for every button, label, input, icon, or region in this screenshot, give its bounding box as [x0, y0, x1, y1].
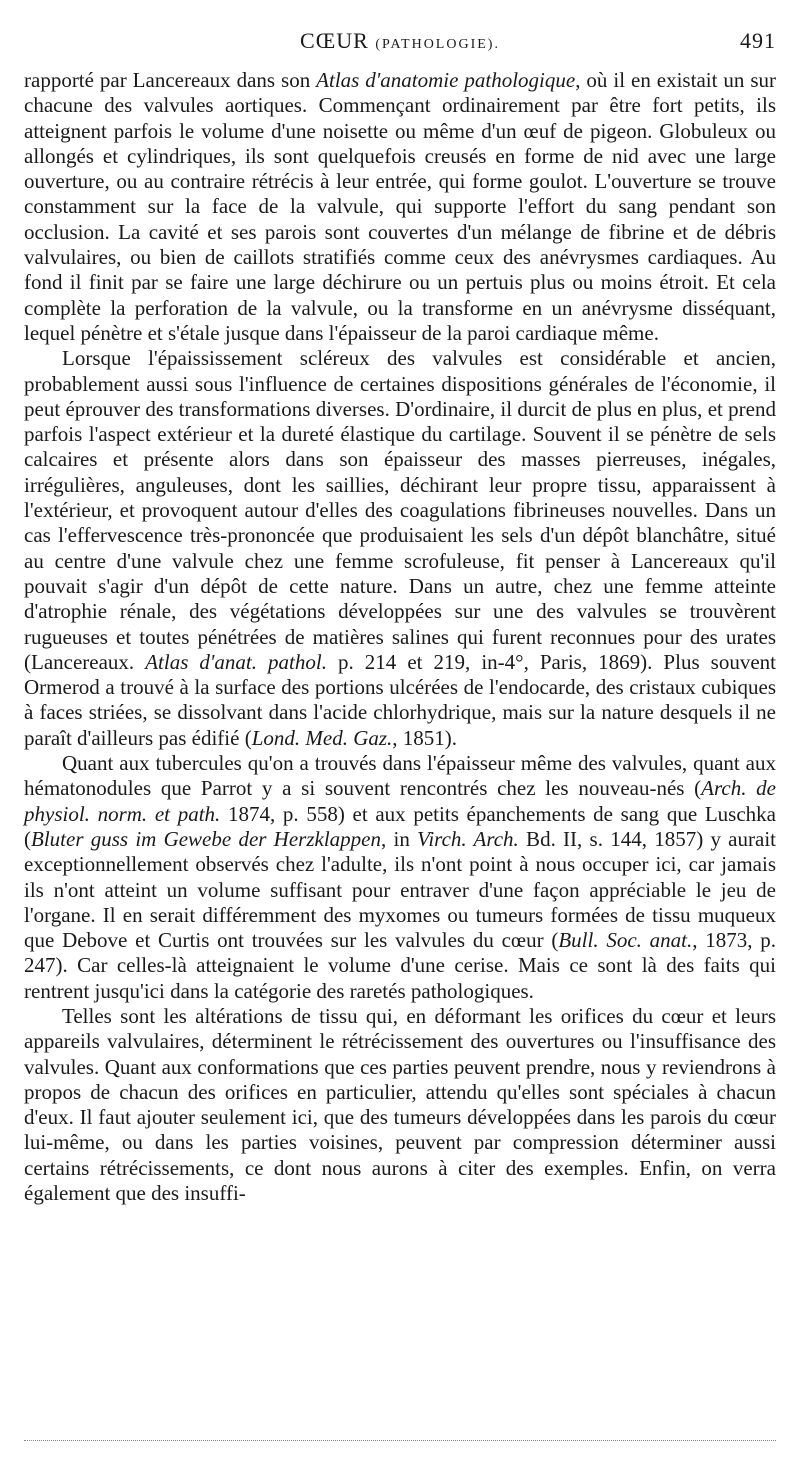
text-run: p. 214 et 219, in-4°, Paris, 1869). Plus souvent Ormerod a trouvé à la surface des portions ulcérées de l'endocarde, des cristaux cubiques à faces striées, se dissolvant dans l'acide chlorhydrique, mais sur la nature desquels il ne paraît d'ailleurs pas édifié (: [24, 649, 776, 750]
citation-italic: Atlas d'anat. pathol.: [145, 649, 327, 674]
running-head: [24, 28, 776, 68]
citation-italic: Atlas d'anatomie pathologique: [316, 68, 576, 92]
citation-italic: Virch. Arch.: [417, 826, 519, 851]
document-page: [24, 28, 776, 1206]
text-run: , 1873, p. 247). Car celles-là atteignaient le volume d'une cerise. Mais ce sont là des faits qui rentrent jusqu'ici dans la catégorie des raretés pathologiques.: [24, 928, 776, 1003]
text-run: rapporté par Lancereaux dans son: [24, 68, 317, 92]
text-run: 1874, p. 558) et aux petits épanchements de sang que Luschka (: [24, 801, 776, 851]
body-text: [24, 68, 776, 1206]
paragraph: [24, 346, 776, 751]
text-run: Telles sont les altérations de tissu qui, en déformant les orifices du cœur et leurs appareils valvulaires, déterminent le rétrécissement des ouvertures ou l'insuffisance des valvules. Quant aux conformations que ces parties peuvent prendre, nous y reviendrons à propos de chacun des orifices en particulier, attendu qu'elles sont spéciales à chacun d'eux. Il faut ajouter seulement ici, que des tumeurs développées dans les parois du cœur lui-même, ou dans les parties voisines, peuvent par compression déterminer aussi certains rétrécissements, ce dont nous aurons à citer des exemples. Enfin, on verra également que des insuffi-: [24, 1003, 776, 1206]
paragraph: [24, 1004, 776, 1206]
citation-italic: Bluter guss im Gewebe der Herzklappen: [31, 826, 381, 851]
running-title-main: CŒUR: [300, 28, 369, 53]
bottom-divider: [24, 1440, 776, 1441]
citation-italic: Lond. Med. Gaz.: [251, 725, 393, 750]
citation-italic: Bull. Soc. anat.: [558, 928, 693, 953]
page-number: 491: [740, 28, 776, 53]
running-title: [24, 28, 776, 54]
text-run: , in: [381, 826, 418, 851]
text-run: Bd. II, s. 144, 1857) y aurait exceptionnellement observés chez l'adulte, ils n'ont point à nous occuper ici, car jamais ils n'ont atteint un volume suffisant pour entraver d'une façon appréciable le jeu de l'organe. Il en serait différemment des myxomes ou tumeurs formées de tissu muqueux que Debove et Curtis ont trouvées sur les valvules du cœur (: [24, 826, 776, 953]
text-run: Quant aux tubercules qu'on a trouvés dans l'épaisseur même des valvules, quant aux hématonodules que Parrot y a si souvent rencontrés chez les nouveau-nés (: [24, 751, 776, 801]
paragraph: [24, 68, 776, 346]
paragraph: [24, 751, 776, 1004]
text-run: , 1851).: [392, 725, 458, 750]
running-title-sub: (PATHOLOGIE).: [375, 37, 500, 52]
citation-italic: Arch. de physiol. norm. et path.: [24, 776, 776, 826]
text-run: , où il en existait un sur chacune des valvules aortiques. Commençant ordinairement par être fort petits, ils atteignent parfois le volume d'une noisette ou même d'un œuf de pigeon. Globuleux ou allongés et cylindriques, ils sont quelquefois creusés en forme de nid avec une large ouverture, ou au contraire rétrécis à leur entrée, qui forme goulot. L'ouverture se trouve constamment sur la face de la valvule, qui supporte l'effort du sang pendant son occlusion. La cavité et ses parois sont couvertes d'un mélange de fibrine et de débris valvulaires, ou bien de caillots stratifiés comme ceux des anévrysmes cardiaques. Au fond il finit par se faire une large déchirure ou un pertuis plus ou moins étroit. Et cela complète la perforation de la valvule, ou la transforme en un anévrysme disséquant, lequel pénètre et s'étale jusque dans l'épaisseur de la paroi cardiaque même.: [24, 68, 777, 345]
text-run: Lorsque l'épaississement scléreux des valvules est considérable et ancien, probablement aussi sous l'influence de certaines dispositions générales de l'économie, il peut éprouver des transformations diverses. D'ordinaire, il durcit de plus en plus, et prend parfois l'aspect extérieur et la dureté élastique du cartilage. Souvent il se pénètre de sels calcaires et présente alors dans son épaisseur des masses pierreuses, inégales, irrégulières, anguleuses, dont les saillies, déchirant leur propre tissu, apparaissent à l'extérieur, et provoquent autour d'elles des coagulations fibrineuses nouvelles. Dans un cas l'effervescence très-prononcée que produisaient les sels d'un dépôt blanchâtre, situé au centre d'une valvule chez une femme scrofuleuse, fit penser à Lancereaux qu'il pouvait s'agir d'un dépôt de cette nature. Dans un autre, chez une femme atteinte d'atrophie rénale, des végétations développées sur une des valvules se trouvèrent rugueuses et toutes pénétrées de matières salines qui furent reconnues pour des urates (Lancereaux.: [24, 346, 776, 674]
